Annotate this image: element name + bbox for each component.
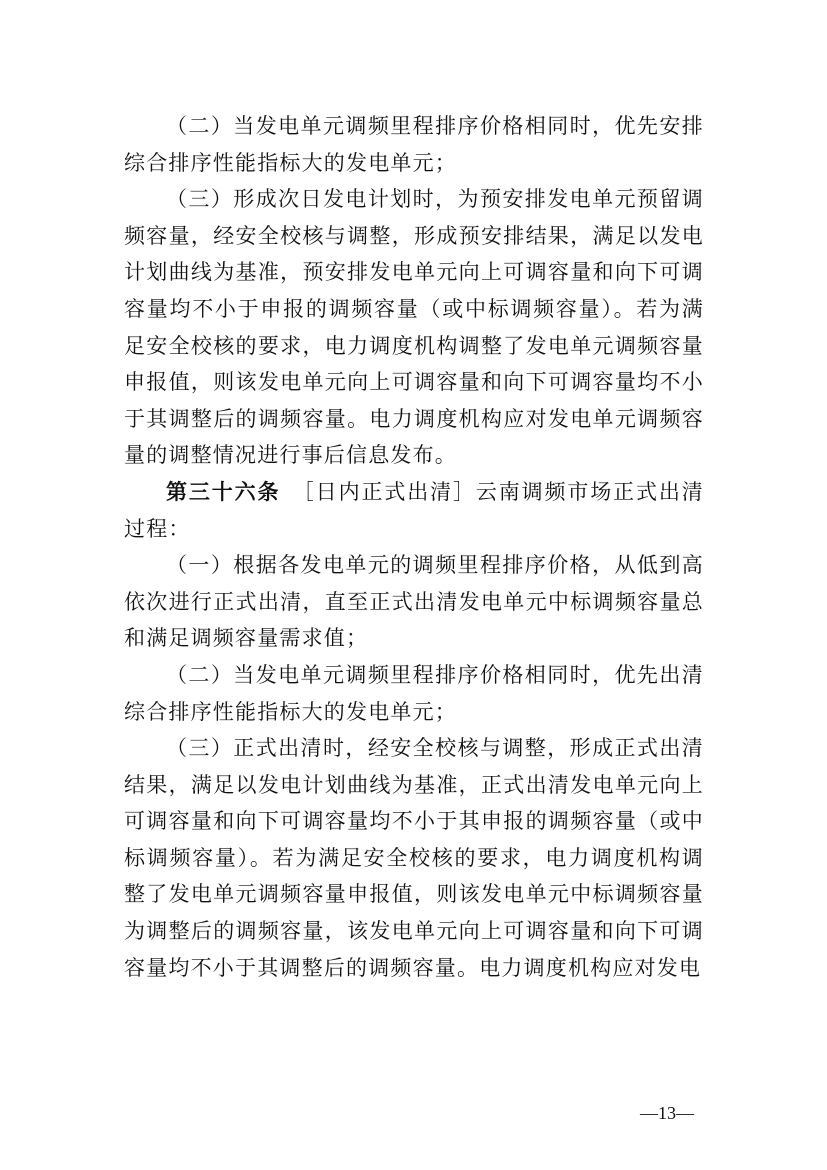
paragraph-clause-2b: （二）当发电单元调频里程排序价格相同时，优先出清综合排序性能指标大的发电单元；: [124, 662, 704, 724]
body-text: [124, 108, 704, 986]
paragraph-clause-3: （三）形成次日发电计划时，为预安排发电单元预留调频容量，经安全校核与调整，形成预安排结果，满足以发电计划曲线为基准，预安排发电单元向上可调容量和向下可调容量均不小于申报的调频容量（或中标调频容量）。若为满足安全校核的要求，电力调度机构调整了发电单元调频容量申报值，则该发电单元向上可调容量和向下可调容量均不小于其调整后的调频容量。电力调度机构应对发电单元调频容量的调整情况进行事后信息发布。: [124, 187, 704, 468]
paragraph-clause-3b: （三）正式出清时，经安全校核与调整，形成正式出清结果，满足以发电计划曲线为基准，正式出清发电单元向上可调容量和向下可调容量均不小于其申报的调频容量（或中标调频容量）。若为满足安全校核的要求，电力调度机构调整了发电单元调频容量申报值，则该发电单元中标调频容量为调整后的调频容量，该发电单元向上可调容量和向下可调容量均不小于其调整后的调频容量。电力调度机构应对发电: [124, 736, 704, 980]
paragraph-clause-1b: （一）根据各发电单元的调频里程排序价格，从低到高依次进行正式出清，直至正式出清发电单元中标调频容量总和满足调频容量需求值；: [124, 553, 704, 651]
paragraph-clause-2: （二）当发电单元调频里程排序价格相同时，优先安排综合排序性能指标大的发电单元；: [124, 114, 704, 175]
article-heading: 第三十六条: [166, 479, 281, 504]
article-body: ［日内正式出清］云南调频市场正式出清过程：: [124, 479, 704, 541]
page-number: —13—: [640, 1103, 694, 1123]
paragraph-article-36: [124, 474, 704, 547]
